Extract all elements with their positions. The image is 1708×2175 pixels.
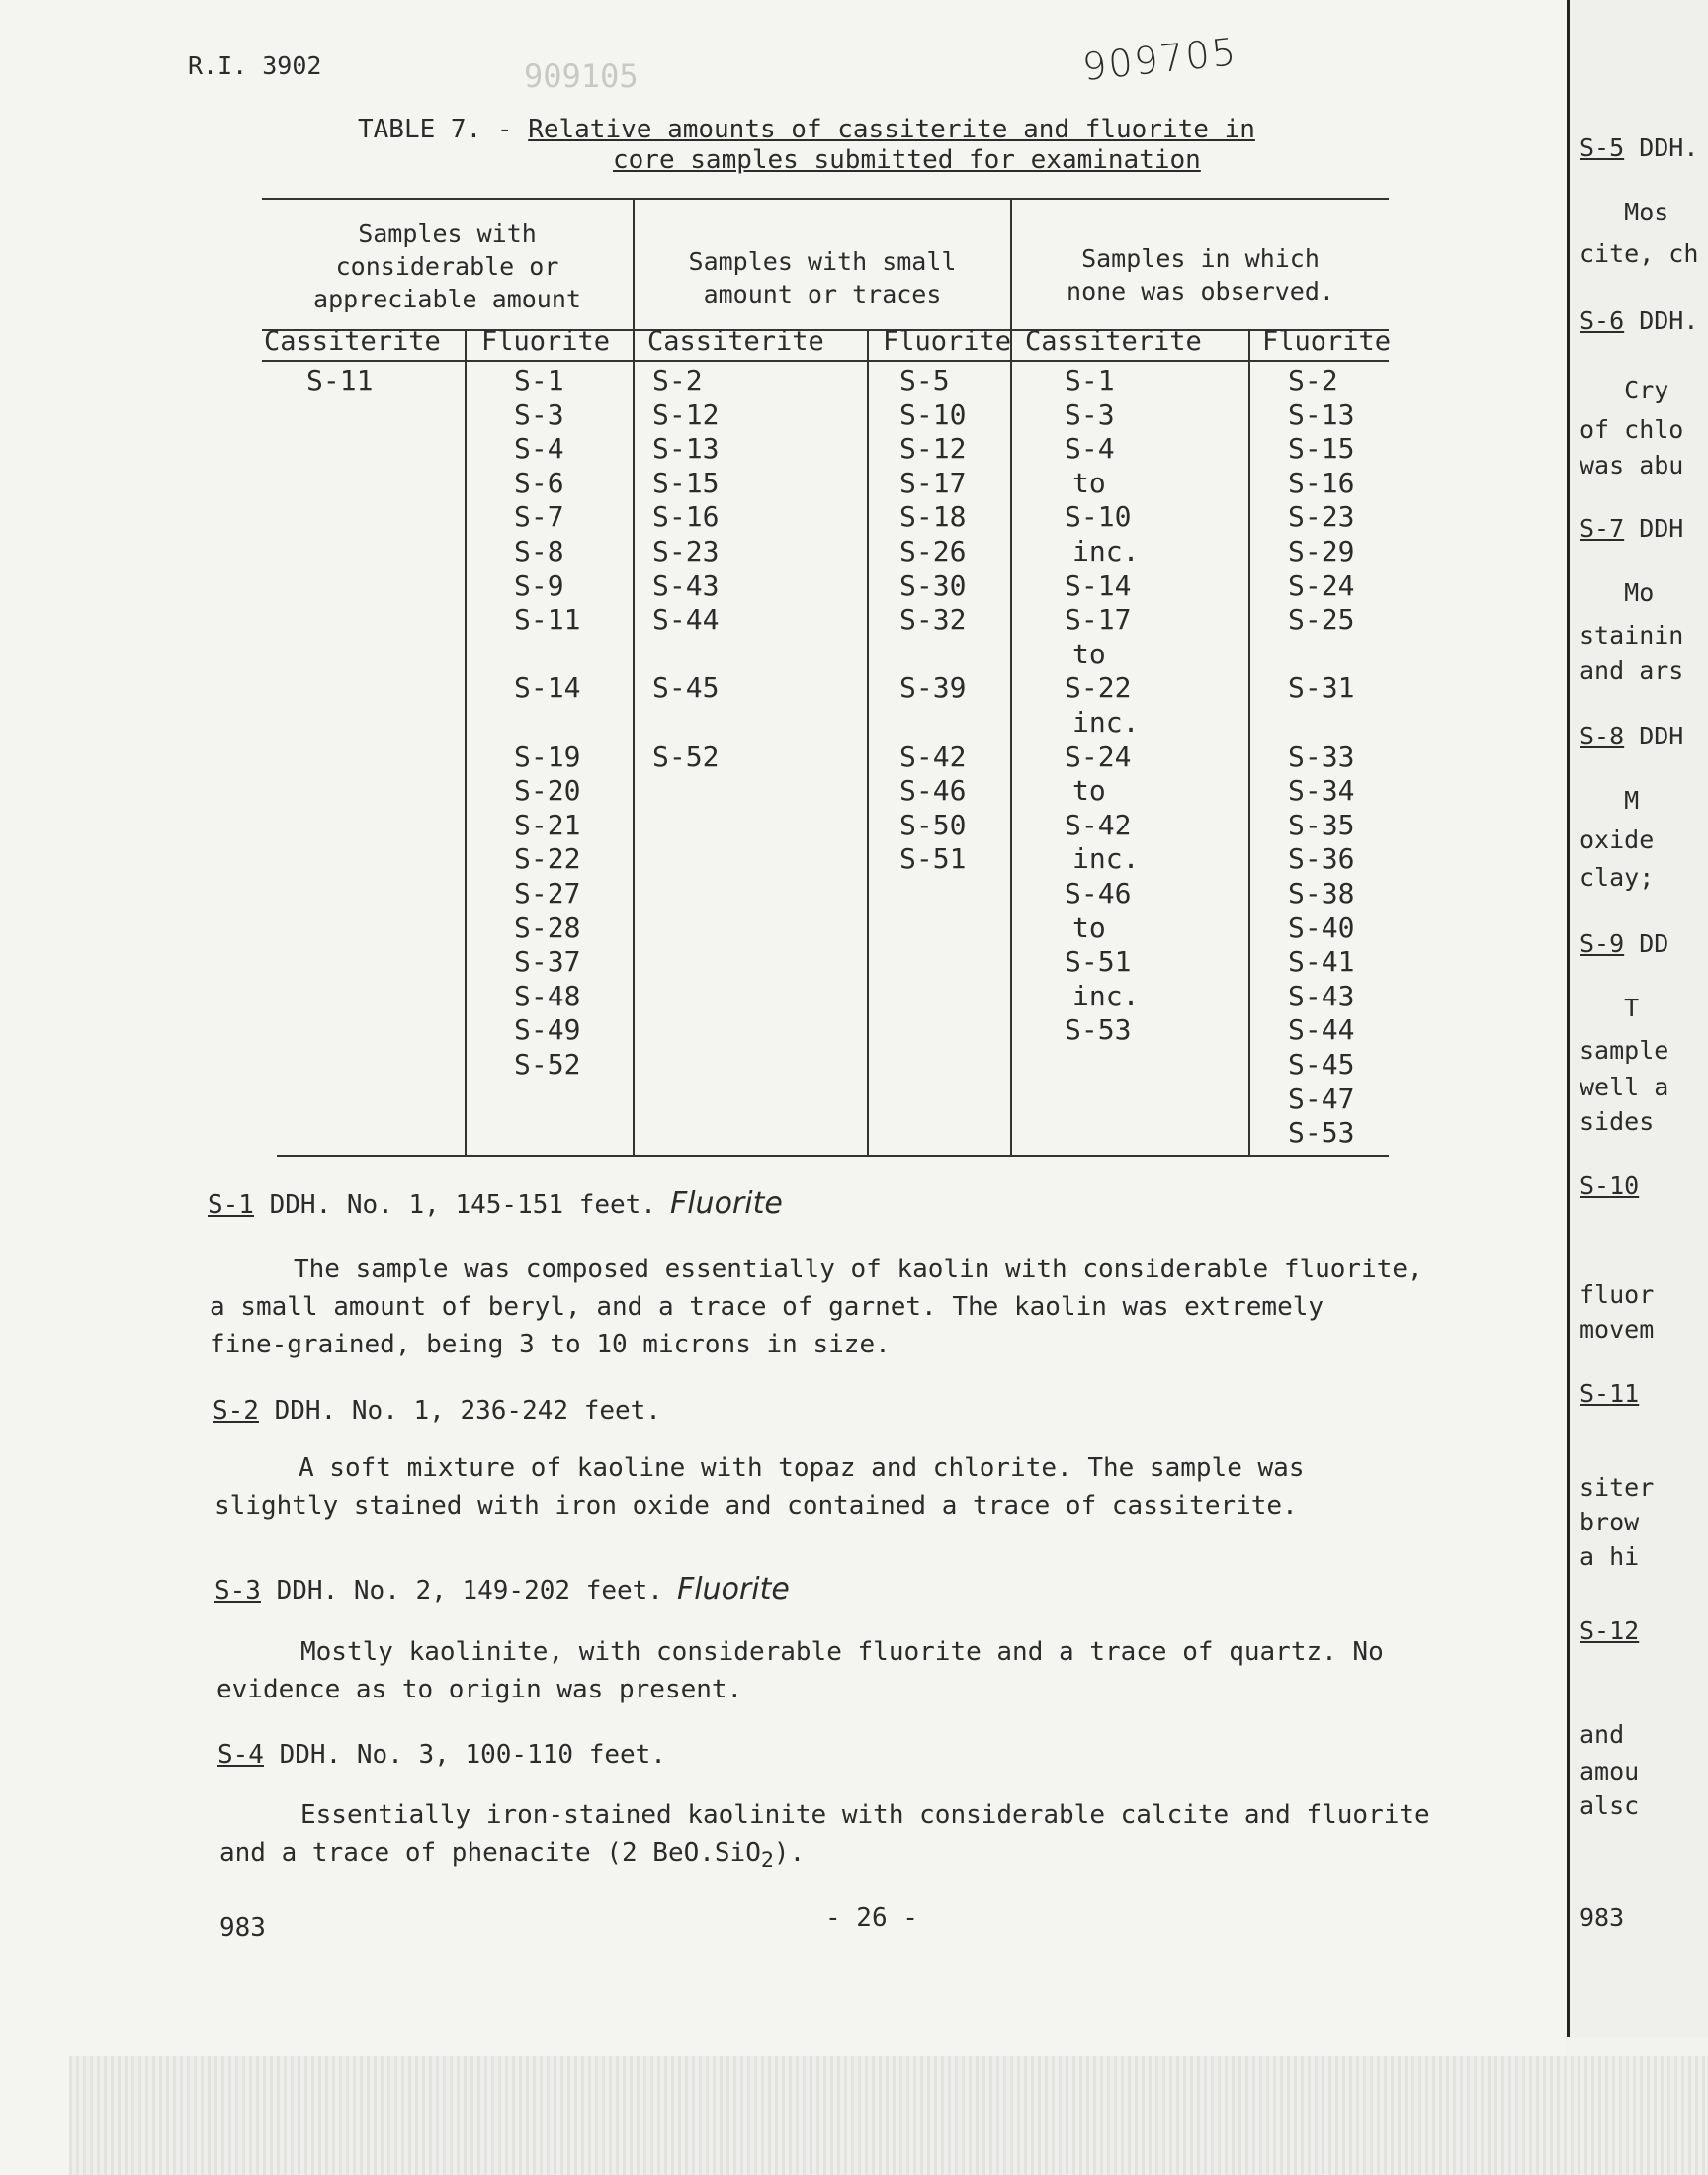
- text-line: The sample was composed essentially of kaolin with considerable fluorite,: [294, 1255, 1423, 1284]
- col-divider-1: [465, 329, 467, 1157]
- text-line: a small amount of beryl, and a trace of garnet. The kaolin was extremely: [210, 1292, 1324, 1322]
- adjacent-line-text: and: [1580, 1720, 1625, 1749]
- table-cell: S-33: [1288, 740, 1355, 773]
- adjacent-line-text: DDH.: [1624, 133, 1699, 162]
- table-cell: S-15: [1288, 432, 1355, 466]
- adjacent-page-line: [1580, 451, 1683, 479]
- table-cell: S-47: [1288, 1082, 1355, 1115]
- table-cell: to: [1072, 774, 1106, 808]
- sample-code: S-5: [1580, 133, 1625, 162]
- table-cell: S-13: [1288, 397, 1355, 431]
- table-cell: S-11: [306, 364, 374, 396]
- sample-code: S-9: [1580, 929, 1625, 958]
- table-cell: S-44: [1288, 1013, 1355, 1047]
- adjacent-page-line: [1580, 929, 1668, 958]
- entry-text-s4: [219, 1796, 1430, 1879]
- entry-text-s1: [210, 1251, 1423, 1363]
- adjacent-line-text: 983: [1580, 1903, 1625, 1932]
- adjacent-page-line: [1580, 376, 1668, 404]
- adjacent-page-line: [1580, 1903, 1624, 1932]
- adjacent-line-text: Cry: [1580, 376, 1669, 404]
- adjacent-page-line: [1580, 1757, 1639, 1785]
- table-cell: S-10: [899, 397, 967, 431]
- table-cell: S-4: [514, 432, 564, 466]
- table-cell: S-37: [514, 945, 581, 979]
- adjacent-page-line: [1580, 1107, 1654, 1136]
- adjacent-line-text: DDH: [1624, 722, 1684, 750]
- table-cell: S-1: [514, 364, 564, 396]
- table-cell: S-48: [514, 979, 581, 1012]
- sample-code: S-10: [1580, 1172, 1640, 1200]
- text-line: slightly stained with iron oxide and contained a trace of cassiterite.: [214, 1491, 1298, 1521]
- table-cell: S-10: [1065, 500, 1132, 534]
- group-divider-1: [633, 198, 635, 1157]
- adjacent-line-text: a hi: [1580, 1542, 1640, 1571]
- table-cell: S-16: [652, 500, 720, 534]
- table-cell: S-19: [514, 740, 581, 773]
- entry-heading-s1: [208, 1186, 783, 1221]
- adjacent-line-text: oxide: [1580, 826, 1655, 854]
- table-cell: S-13: [652, 432, 720, 466]
- table-cell: S-51: [1065, 945, 1132, 979]
- report-number: R.I. 3902: [188, 51, 322, 80]
- table-cell: S-15: [652, 466, 720, 499]
- table-cell: S-36: [1288, 842, 1355, 876]
- adjacent-page-line: [1580, 578, 1654, 607]
- table-cell: S-26: [899, 535, 967, 567]
- table-cell: S-50: [899, 808, 967, 841]
- adjacent-line-text: sides: [1580, 1107, 1655, 1136]
- table-cell: S-51: [899, 842, 967, 876]
- table-top-rule: [262, 198, 1389, 200]
- scan-edge-noise: [69, 2056, 1708, 2175]
- entry-heading-s3: [214, 1572, 790, 1607]
- table-cell: S-45: [652, 671, 720, 705]
- subhead-fluorite-1: Fluorite: [481, 326, 611, 357]
- sample-code: S-1: [208, 1190, 254, 1220]
- text-line: A soft mixture of kaoline with topaz and chlorite. The sample was: [299, 1453, 1305, 1483]
- formula-text: and a trace of phenacite (2 BeO.SiO: [219, 1838, 761, 1868]
- adjacent-page-line: [1580, 1315, 1654, 1344]
- table-cell: S-4: [1065, 432, 1115, 466]
- table-cell: S-2: [652, 364, 703, 396]
- table-cell: S-41: [1288, 945, 1355, 979]
- table-cell: S-29: [1288, 535, 1355, 567]
- adjacent-page-line: [1580, 1379, 1639, 1408]
- adjacent-line-text: DDH: [1624, 514, 1684, 543]
- entry-location: DDH. No. 1, 236-242 feet.: [258, 1396, 661, 1426]
- subheader-rule: [262, 360, 1389, 362]
- subhead-cassiterite-1: Cassiterite: [264, 326, 441, 357]
- table-cell: S-32: [899, 603, 967, 637]
- sample-code: S-8: [1580, 722, 1625, 750]
- adjacent-page-line: [1580, 863, 1654, 892]
- adjacent-line-text: M: [1580, 786, 1640, 815]
- adjacent-line-text: brow: [1580, 1508, 1640, 1536]
- subhead-fluorite-2: Fluorite: [883, 326, 1012, 357]
- table-cell: S-53: [1065, 1013, 1132, 1047]
- table-cell: S-34: [1288, 774, 1355, 808]
- adjacent-line-text: T: [1580, 994, 1640, 1022]
- adjacent-page-line: [1580, 415, 1683, 444]
- table-cell: to: [1072, 637, 1106, 670]
- table-title: [358, 115, 1255, 144]
- adjacent-line-text: DDH.: [1624, 306, 1699, 335]
- bleed-through-number: 909105: [524, 57, 639, 95]
- entry-location: DDH. No. 1, 145-151 feet.: [253, 1190, 656, 1220]
- table-cell: S-3: [514, 397, 564, 431]
- table-cell: S-14: [1065, 568, 1132, 602]
- adjacent-page-line: [1580, 1473, 1654, 1502]
- table-cell: S-52: [652, 740, 720, 773]
- table-title-line2: core samples submitted for examination: [613, 145, 1201, 175]
- table-cell: S-45: [1288, 1048, 1355, 1081]
- table-cell: S-6: [514, 466, 564, 499]
- table-cell: S-42: [1065, 808, 1132, 841]
- table-cell: S-43: [1288, 979, 1355, 1012]
- adjacent-line-text: fluor: [1580, 1280, 1655, 1309]
- table-cell: to: [1072, 466, 1106, 499]
- table-cell: S-44: [652, 603, 720, 637]
- subhead-cassiterite-2: Cassiterite: [647, 326, 824, 357]
- footer-left-number: 983: [219, 1913, 266, 1943]
- adjacent-page-line: [1580, 826, 1654, 854]
- formula-close: ).: [773, 1838, 806, 1868]
- table-cell: S-30: [899, 568, 967, 602]
- table-cell: S-35: [1288, 808, 1355, 841]
- adjacent-line-text: amou: [1580, 1757, 1640, 1785]
- table-cell: S-21: [514, 808, 581, 841]
- text-line: Mostly kaolinite, with considerable fluorite and a trace of quartz. No: [300, 1637, 1384, 1667]
- table-cell: inc.: [1072, 535, 1140, 567]
- handwritten-note: Fluorite: [676, 1572, 790, 1607]
- adjacent-page-line: [1580, 1172, 1639, 1200]
- entry-location: DDH. No. 2, 149-202 feet.: [260, 1576, 663, 1606]
- adjacent-page-line: [1580, 1073, 1668, 1101]
- table-cell: S-46: [1065, 877, 1132, 910]
- table-cell: S-11: [514, 603, 581, 637]
- adjacent-line-text: clay;: [1580, 863, 1655, 892]
- adjacent-page-line: [1580, 722, 1683, 750]
- table-cell: S-38: [1288, 877, 1355, 910]
- table-cell: inc.: [1072, 979, 1140, 1012]
- adjacent-line-text: sample: [1580, 1036, 1669, 1065]
- table-cell: S-23: [1288, 500, 1355, 534]
- adjacent-line-text: Mo: [1580, 578, 1655, 607]
- adjacent-page-line: [1580, 133, 1698, 162]
- adjacent-line-text: cite, ch: [1580, 239, 1699, 268]
- entry-location: DDH. No. 3, 100-110 feet.: [263, 1740, 666, 1770]
- sample-code: S-7: [1580, 514, 1625, 543]
- page-number: - 26 -: [825, 1903, 918, 1933]
- adjacent-page-line: [1580, 656, 1683, 685]
- table-cell: S-39: [899, 671, 967, 705]
- sample-code: S-4: [217, 1740, 264, 1770]
- table-title-line1: Relative amounts of cassiterite and fluorite in: [528, 115, 1255, 144]
- adjacent-line-text: movem: [1580, 1315, 1655, 1344]
- col-divider-2: [867, 329, 869, 1157]
- table-cell: S-28: [514, 911, 581, 944]
- entry-heading-s2: [213, 1396, 661, 1426]
- table-cell: S-8: [514, 535, 564, 567]
- group-header-none: Samples in which none was observed.: [1067, 244, 1334, 305]
- table-cell: S-9: [514, 568, 564, 602]
- entry-text-s2: [214, 1449, 1304, 1524]
- adjacent-page-line: [1580, 1542, 1639, 1571]
- table-cell: S-46: [899, 774, 967, 808]
- adjacent-line-text: stainin: [1580, 621, 1684, 650]
- adjacent-page-line: [1580, 1280, 1654, 1309]
- sample-code: S-3: [214, 1576, 261, 1606]
- table-cell: S-20: [514, 774, 581, 808]
- table-cell: S-49: [514, 1013, 581, 1047]
- table-cell: S-12: [652, 397, 720, 431]
- table-cell: S-7: [514, 500, 564, 534]
- table-cell: S-1: [1065, 364, 1115, 396]
- adjacent-page-line: [1580, 239, 1698, 268]
- adjacent-page-line: [1580, 621, 1683, 650]
- entry-heading-s4: [217, 1740, 666, 1770]
- sample-code: S-6: [1580, 306, 1625, 335]
- adjacent-line-text: alsc: [1580, 1791, 1640, 1820]
- adjacent-line-text: and ars: [1580, 656, 1684, 685]
- sample-code: S-2: [213, 1396, 259, 1426]
- adjacent-line-text: Mos: [1580, 198, 1669, 226]
- sample-code: S-12: [1580, 1616, 1640, 1645]
- table-cell: S-43: [652, 568, 720, 602]
- adjacent-page-line: [1580, 1508, 1639, 1536]
- table-cell: S-52: [514, 1048, 581, 1081]
- samples-table: [262, 198, 1392, 1159]
- adjacent-page-line: [1580, 994, 1639, 1022]
- adjacent-line-text: of chlo: [1580, 415, 1684, 444]
- entry-text-s3: [216, 1633, 1384, 1708]
- adjacent-page-line: [1580, 1791, 1639, 1820]
- handwritten-note: Fluorite: [669, 1186, 783, 1221]
- subhead-cassiterite-3: Cassiterite: [1025, 326, 1202, 357]
- table-cell: S-16: [1288, 466, 1355, 499]
- adjacent-line-text: well a: [1580, 1073, 1669, 1101]
- table-cell: S-22: [514, 842, 581, 876]
- formula-subscript: 2: [760, 1848, 774, 1873]
- table-cell: S-27: [514, 877, 581, 910]
- adjacent-page-edge: [1567, 0, 1708, 2037]
- table-cell: S-17: [899, 466, 967, 499]
- table-cell: S-3: [1065, 397, 1115, 431]
- text-line: evidence as to origin was present.: [216, 1675, 743, 1704]
- table-cell: S-24: [1288, 568, 1355, 602]
- group-header-small: Samples with small amount or traces: [688, 247, 957, 308]
- table-cell: S-42: [899, 740, 967, 773]
- subhead-fluorite-3: Fluorite: [1262, 326, 1392, 357]
- table-cell: to: [1072, 911, 1106, 944]
- table-bottom-rule: [277, 1155, 1389, 1157]
- table-cell: inc.: [1072, 706, 1140, 739]
- text-line: Essentially iron-stained kaolinite with considerable calcite and fluorite: [300, 1800, 1430, 1830]
- table-cell: S-24: [1065, 740, 1132, 773]
- table-cell: S-25: [1288, 603, 1355, 637]
- adjacent-page-line: [1580, 1616, 1639, 1645]
- adjacent-page-line: [1580, 514, 1683, 543]
- text-line: fine-grained, being 3 to 10 microns in size.: [210, 1330, 891, 1359]
- table-cell: S-2: [1288, 364, 1338, 396]
- sample-code: S-11: [1580, 1379, 1640, 1408]
- table-cell: inc.: [1072, 842, 1140, 876]
- adjacent-page-line: [1580, 198, 1668, 226]
- table-cell: S-17: [1065, 603, 1132, 637]
- table-cell: S-53: [1288, 1116, 1355, 1150]
- table-cell: S-14: [514, 671, 581, 705]
- adjacent-page-line: [1580, 1036, 1668, 1065]
- adjacent-page-line: [1580, 1720, 1624, 1749]
- adjacent-page-line: [1580, 786, 1639, 815]
- adjacent-line-text: DD: [1624, 929, 1669, 958]
- table-cell: S-18: [899, 500, 967, 534]
- adjacent-page-line: [1580, 306, 1698, 335]
- stamped-number: 909705: [1080, 29, 1239, 90]
- table-label: TABLE 7. -: [358, 115, 529, 144]
- group-header-considerable: Samples with considerable or appreciable amount: [313, 219, 581, 313]
- adjacent-line-text: siter: [1580, 1473, 1655, 1502]
- table-cell: S-31: [1288, 671, 1355, 705]
- table-cell: S-5: [899, 364, 950, 396]
- table-cell: S-22: [1065, 671, 1132, 705]
- table-cell: S-12: [899, 432, 967, 466]
- table-cell: S-23: [652, 535, 720, 567]
- text-line: [219, 1834, 1430, 1879]
- table-cell: S-40: [1288, 911, 1355, 944]
- col-divider-3: [1248, 329, 1250, 1157]
- adjacent-line-text: was abu: [1580, 451, 1684, 479]
